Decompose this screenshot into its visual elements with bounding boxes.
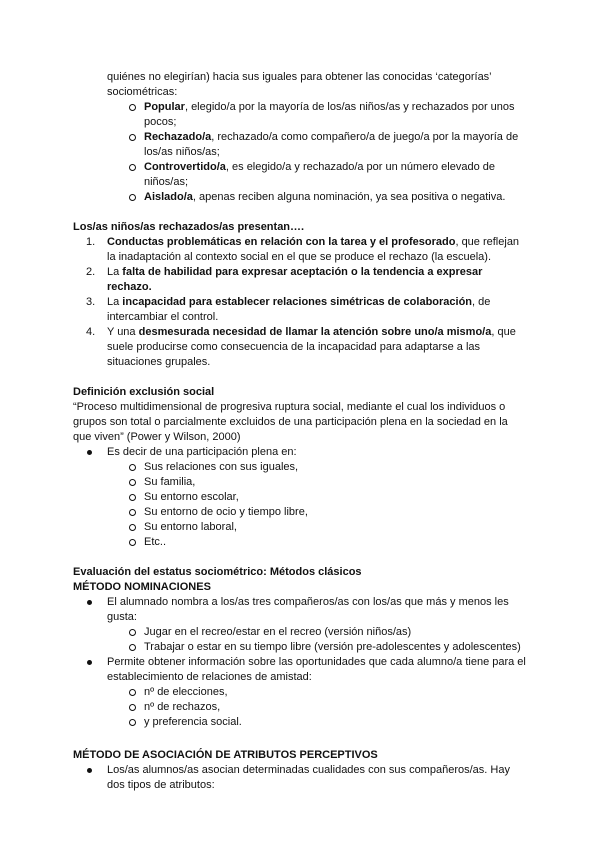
- intro-continuation: quiénes no elegirían) hacia sus iguales para obtener las conocidas ‘categorías’ sociométricas:: [107, 71, 492, 98]
- method-nominaciones-heading: MÉTODO NOMINACIONES: [73, 581, 211, 593]
- item-bold: Conductas problemáticas en relación con la tarea y el profesorado: [107, 236, 456, 248]
- subitem-text: Jugar en el recreo/estar en el recreo (versión niños/as): [144, 626, 412, 638]
- numbered-item: [73, 325, 529, 370]
- bullet-text: Es decir de una participación plena en:: [107, 446, 297, 458]
- rechazados-heading: Los/as niños/as rechazados/as presentan….: [73, 221, 305, 233]
- document-content: [73, 70, 529, 793]
- item-bold: incapacidad para establecer relaciones simétricas de colaboración: [122, 296, 473, 308]
- item-post: , que reflejan la inadaptación al contexto social en el que se produce el rechazo (la escuela).: [107, 236, 520, 263]
- hollow-bullet-icon: [129, 134, 136, 141]
- category-term: Popular: [144, 101, 185, 113]
- exclusion-quote: “Proceso multidimensional de progresiva ruptura social, mediante el cual los individuos o grupos son total o parcialmente excluidos de una participación plena en la sociedad en la que viven” (Power y Wilson, 2000): [73, 401, 508, 443]
- category-item: [73, 130, 529, 160]
- category-term: Rechazado/a: [144, 131, 212, 143]
- hollow-bullet-icon: [129, 719, 136, 726]
- exclusion-bullets: [73, 445, 529, 460]
- bullet-item: [73, 763, 529, 793]
- subitem: [73, 475, 529, 490]
- category-item: [73, 100, 529, 130]
- atributos-bullet: [73, 763, 529, 793]
- subitem: [73, 715, 529, 730]
- category-text: , apenas reciben alguna nominación, ya sea positiva o negativa.: [192, 191, 506, 203]
- exclusion-subitems: [73, 460, 529, 550]
- subitem: [73, 640, 529, 655]
- filled-bullet-icon: [87, 660, 92, 665]
- item-number: 3.: [86, 296, 96, 308]
- item-pre: La: [107, 296, 123, 308]
- subitem: [73, 625, 529, 640]
- hollow-bullet-icon: [129, 704, 136, 711]
- item-pre: Y una: [107, 326, 139, 338]
- hollow-bullet-icon: [129, 629, 136, 636]
- bullet-text: Permite obtener información sobre las oportunidades que cada alumno/a tiene para el establecimiento de relaciones de amistad:: [107, 656, 526, 683]
- subitem: [73, 685, 529, 700]
- subitem-text: Sus relaciones con sus iguales,: [144, 461, 299, 473]
- subitem-text: Su entorno escolar,: [144, 491, 239, 503]
- filled-bullet-icon: [87, 450, 92, 455]
- item-post: , de intercambiar el control.: [107, 296, 491, 323]
- subitem-text: y preferencia social.: [144, 716, 242, 728]
- hollow-bullet-icon: [129, 464, 136, 471]
- item-bold: falta de habilidad para expresar aceptación o la tendencia a expresar rechazo.: [107, 266, 483, 293]
- subitem: [73, 520, 529, 535]
- subitem-text: Su entorno laboral,: [144, 521, 237, 533]
- filled-bullet-icon: [87, 600, 92, 605]
- nominaciones-subitems-1: [73, 625, 529, 655]
- subitem: [73, 460, 529, 475]
- bullet-item: [73, 655, 529, 685]
- bullet-text: Los/as alumnos/as asocian determinadas cualidades con sus compañeros/as. Hay dos tipos de atributos:: [107, 764, 510, 791]
- nominaciones-subitems-2: [73, 685, 529, 730]
- hollow-bullet-icon: [129, 479, 136, 486]
- hollow-bullet-icon: [129, 539, 136, 546]
- evaluacion-heading: Evaluación del estatus sociométrico: Métodos clásicos: [73, 566, 362, 578]
- subitem: [73, 505, 529, 520]
- bullet-item: [73, 445, 529, 460]
- item-number: 4.: [86, 326, 96, 338]
- nominaciones-bullet-2: [73, 655, 529, 685]
- category-text: , rechazado/a como compañero/a de juego/a por la mayoría de los/as niños/as;: [144, 131, 519, 158]
- category-item: [73, 190, 529, 205]
- category-text: , es elegido/a y rechazado/a por un número elevado de niños/as;: [144, 161, 495, 188]
- hollow-bullet-icon: [129, 524, 136, 531]
- numbered-item: [73, 295, 529, 325]
- rechazados-list: [73, 235, 529, 370]
- item-number: 1.: [86, 236, 96, 248]
- subitem: [73, 490, 529, 505]
- method-atributos-heading: MÉTODO DE ASOCIACIÓN DE ATRIBUTOS PERCEPTIVOS: [73, 749, 378, 761]
- category-term: Aislado/a: [144, 191, 193, 203]
- subitem-text: nº de elecciones,: [144, 686, 228, 698]
- subitem: [73, 535, 529, 550]
- subitem-text: Su familia,: [144, 476, 196, 488]
- item-bold: desmesurada necesidad de llamar la atención sobre uno/a mismo/a: [138, 326, 492, 338]
- item-post: , que suele producirse como consecuencia de la incapacidad para adaptarse a las situaciones grupales.: [107, 326, 516, 368]
- numbered-item: [73, 235, 529, 265]
- bullet-item: [73, 595, 529, 625]
- hollow-bullet-icon: [129, 494, 136, 501]
- exclusion-heading: Definición exclusión social: [73, 386, 215, 398]
- category-text: , elegido/a por la mayoría de los/as niños/as y rechazados por unos pocos;: [144, 101, 515, 128]
- hollow-bullet-icon: [129, 644, 136, 651]
- item-pre: La: [107, 266, 123, 278]
- subitem: [73, 700, 529, 715]
- bullet-text: El alumnado nombra a los/as tres compañeros/as con los/as que más y menos les gusta:: [107, 596, 509, 623]
- numbered-item: [73, 265, 529, 295]
- subitem-text: Trabajar o estar en su tiempo libre (versión pre-adolescentes y adolescentes): [144, 641, 521, 653]
- category-term: Controvertido/a: [144, 161, 226, 173]
- subitem-text: Etc..: [144, 536, 167, 548]
- hollow-bullet-icon: [129, 104, 136, 111]
- hollow-bullet-icon: [129, 509, 136, 516]
- subitem-text: nº de rechazos,: [144, 701, 221, 713]
- filled-bullet-icon: [87, 768, 92, 773]
- category-item: [73, 160, 529, 190]
- categories-list: [73, 100, 529, 205]
- item-number: 2.: [86, 266, 96, 278]
- hollow-bullet-icon: [129, 689, 136, 696]
- hollow-bullet-icon: [129, 194, 136, 201]
- nominaciones-bullet-1: [73, 595, 529, 625]
- subitem-text: Su entorno de ocio y tiempo libre,: [144, 506, 308, 518]
- hollow-bullet-icon: [129, 164, 136, 171]
